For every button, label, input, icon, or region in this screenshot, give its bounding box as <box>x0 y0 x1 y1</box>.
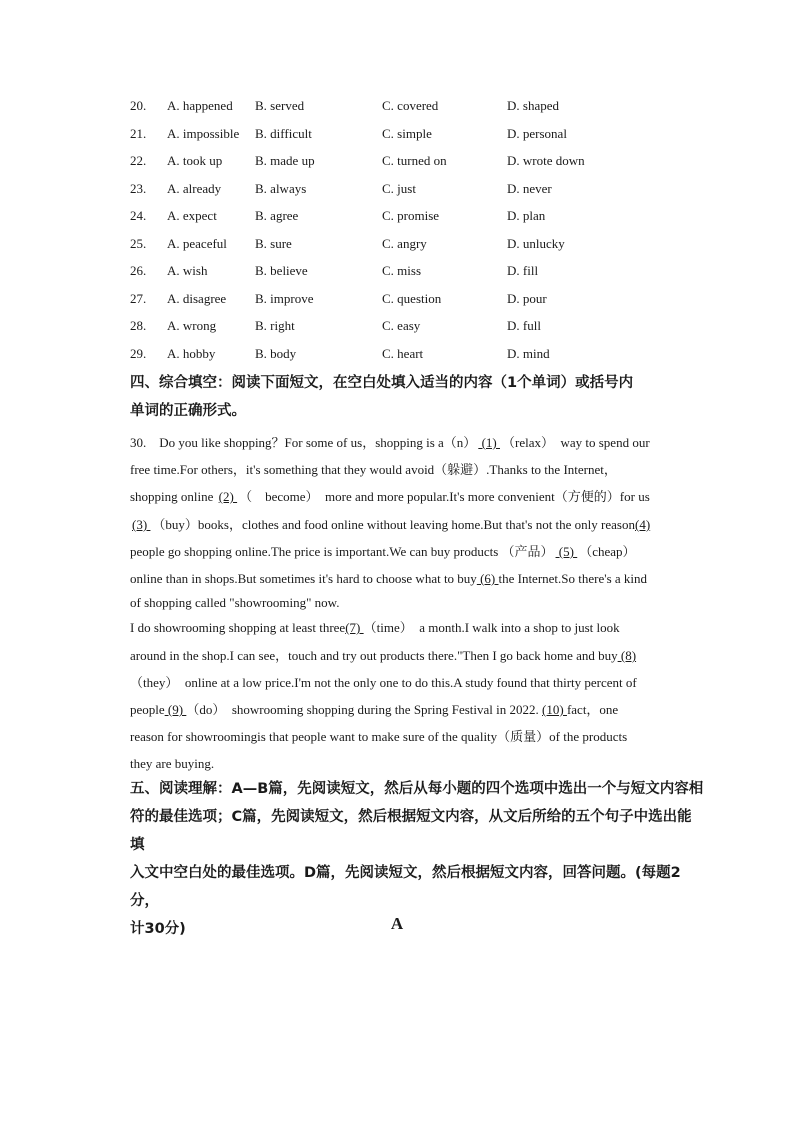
question-number: 23. <box>130 180 147 196</box>
option-row <box>130 151 690 179</box>
option-b: B. made up <box>255 153 315 168</box>
blank-4: (4) <box>634 517 651 532</box>
option-d: D. wrote down <box>507 153 585 168</box>
option-c: C. question <box>382 290 442 306</box>
blank-7: (7) <box>345 620 364 635</box>
passage-line: (3) （buy）books，clothes and food online without leaving home.But that's not the only reason(4) <box>132 517 651 532</box>
passage-line: around in the shop.I can see，touch and try out products there."Then I go back home and buy (8) <box>130 648 637 663</box>
option-a: A. impossible <box>167 125 240 141</box>
option-c: C. covered <box>382 98 439 113</box>
option-d: D. personal <box>507 125 567 141</box>
blank-1: (1) <box>478 435 500 450</box>
section-five-line: 入文中空白处的最佳选项。D篇，先阅读短文，然后根据短文内容，回答问题。(每题2分， <box>130 865 681 909</box>
option-a: A. already <box>167 180 222 196</box>
blank-6: (6) <box>476 571 499 586</box>
passage-line: of shopping called "showrooming" now. <box>130 595 340 610</box>
option-b: B. agree <box>255 208 299 223</box>
option-b: B. always <box>255 180 307 196</box>
option-d: D. shaped <box>507 98 559 113</box>
blank-9: (9) <box>164 702 187 717</box>
blank-5: (5) <box>555 544 578 559</box>
option-d: D. plan <box>507 208 546 223</box>
passage-line: people go shopping online.The price is important.We can buy products （产品） (5) （cheap） <box>130 544 636 559</box>
section-five-line: 符的最佳选项；C篇，先阅读短文，然后根据短文内容，从文后所给的五个句子中选出能填 <box>130 809 692 853</box>
option-row <box>130 96 690 124</box>
passage-line: （they） online at a low price.I'm not the only one to do this.A study found that thirty percent of <box>130 675 637 690</box>
option-b: B. difficult <box>255 125 312 141</box>
question-number: 26. <box>130 263 147 278</box>
option-row <box>130 289 690 317</box>
option-b: B. sure <box>255 235 292 251</box>
option-c: C. just <box>382 180 416 196</box>
passage-line: people (9) （do） showrooming shopping during the Spring Festival in 2022. (10) fact，one <box>130 702 619 717</box>
passage-line: 30. Do you like shopping？For some of us，shopping is a（n） (1) （relax） way to spend our <box>130 435 650 450</box>
question-number: 28. <box>130 318 147 333</box>
option-a: A. hobby <box>167 345 216 361</box>
option-d: D. fill <box>507 263 539 278</box>
blank-10: (10) <box>542 702 567 717</box>
option-c: C. easy <box>382 318 421 333</box>
option-c: C. miss <box>382 263 422 278</box>
option-a: A. wrong <box>167 318 217 333</box>
section-four-line: 四、综合填空：阅读下面短文，在空白处填入适当的内容（1个单词）或括号内 <box>130 375 634 391</box>
question-number: 27. <box>130 290 147 306</box>
section-five-line: 计30分) <box>130 921 186 937</box>
option-row <box>130 344 690 372</box>
option-b: B. right <box>255 318 295 333</box>
option-a: A. disagree <box>167 290 227 306</box>
option-d: D. never <box>507 180 552 196</box>
question-number: 29. <box>130 345 147 361</box>
option-d: D. unlucky <box>507 235 565 251</box>
section-four-line: 单词的正确形式。 <box>130 403 246 419</box>
option-a: A. happened <box>167 98 233 113</box>
option-d: D. pour <box>507 290 547 306</box>
option-row <box>130 179 690 207</box>
option-row <box>130 124 690 152</box>
option-c: C. simple <box>382 125 432 141</box>
question-number: 22. <box>130 153 147 168</box>
question-number: 21. <box>130 125 147 141</box>
passage-line: free time.For others，it's something that they would avoid（躲避）.Thanks to the Internet， <box>130 462 617 477</box>
option-c: C. turned on <box>382 153 447 168</box>
part-a-title: A <box>390 914 404 933</box>
option-row <box>130 234 690 262</box>
question-number: 24. <box>130 208 147 223</box>
option-row <box>130 206 690 234</box>
option-a: A. took up <box>167 153 223 168</box>
question-number: 25. <box>130 235 147 251</box>
question-number: 20. <box>130 98 147 113</box>
blank-2: (2) <box>218 489 238 504</box>
passage-line: I do showrooming shopping at least three(7) （time） a month.I walk into a shop to just look <box>130 620 620 635</box>
passage-line: online than in shops.But sometimes it's hard to choose what to buy (6) the Internet.So there's a kind <box>130 571 648 586</box>
options-table <box>130 96 690 371</box>
option-d: D. mind <box>507 345 550 361</box>
option-b: B. served <box>255 98 305 113</box>
option-b: B. believe <box>255 263 308 278</box>
option-c: C. heart <box>382 345 424 361</box>
option-d: D. full <box>507 318 541 333</box>
blank-3: (3) <box>132 517 151 532</box>
option-b: B. body <box>255 345 297 361</box>
section-five-line: 五、阅读理解：A—B篇，先阅读短文，然后从每小题的四个选项中选出一个与短文内容相 <box>130 781 704 797</box>
option-a: A. peaceful <box>167 235 227 251</box>
option-c: C. promise <box>382 208 440 223</box>
option-c: C. angry <box>382 235 427 251</box>
section-four-heading <box>130 369 705 425</box>
option-row <box>130 261 690 289</box>
passage-line: reason for showroomingis that people want to make sure of the quality（质量）of the products <box>130 729 628 744</box>
passage-line: shopping online (2) （ become） more and more popular.It's more convenient（方便的）for us <box>130 489 650 504</box>
option-a: A. expect <box>167 208 217 223</box>
option-b: B. improve <box>255 290 314 306</box>
passage-line: they are buying. <box>130 756 215 771</box>
blank-8: (8) <box>617 648 637 663</box>
option-a: A. wish <box>167 263 208 278</box>
option-row <box>130 316 690 344</box>
